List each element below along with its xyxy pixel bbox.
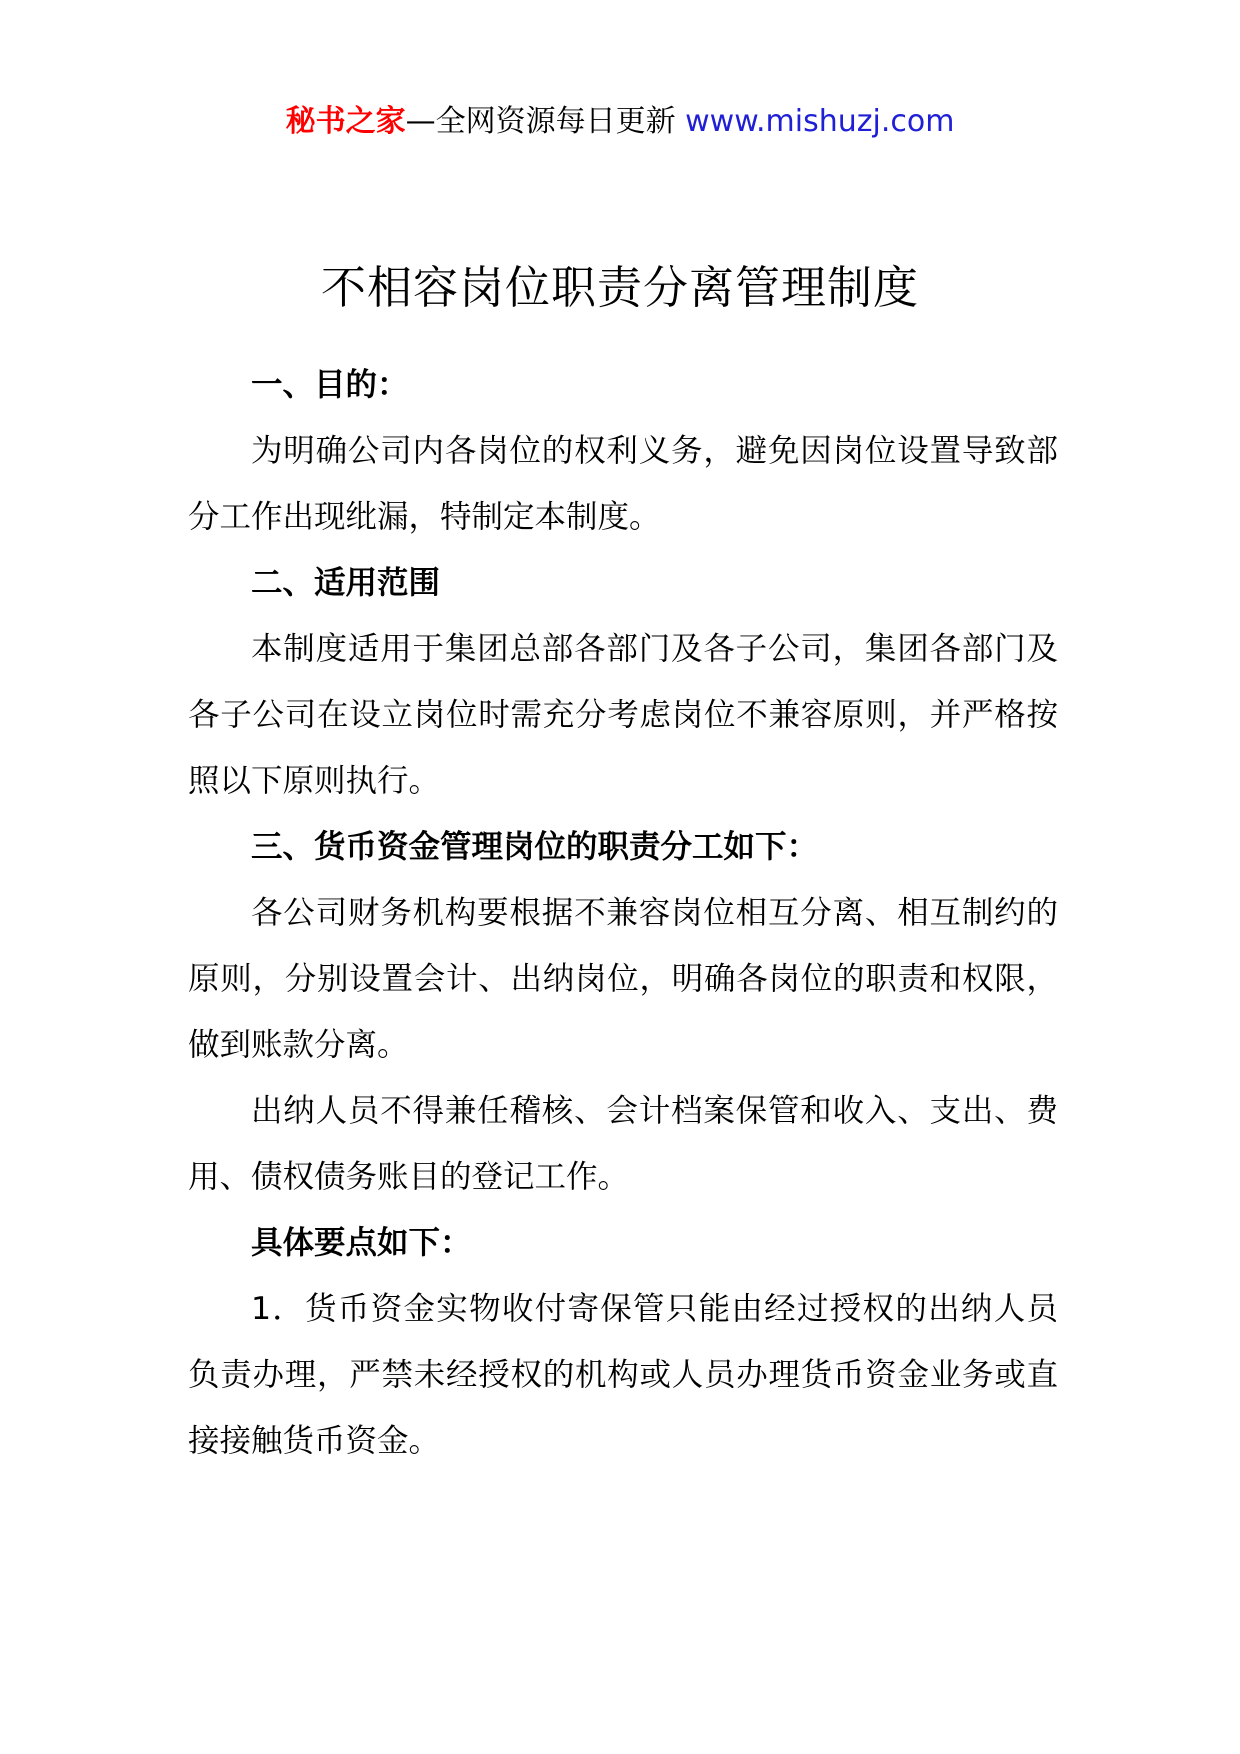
section-heading-purpose: 一、目的： <box>251 367 409 403</box>
section-heading-scope: 二、适用范围 <box>251 565 441 601</box>
document-title: 不相容岗位职责分离管理制度 <box>320 261 919 314</box>
cash-paragraph-separation: 各公司财务机构要根据不兼容岗位相互分离、相互制约的原则，分别设置会计、出纳岗位，明确各岗位的职责和权限，做到账款分离。 <box>188 895 1058 1063</box>
key-point-item-1: 1．货币资金实物收付寄保管只能由经过授权的出纳人员负责办理，严禁未经授权的机构或人员办理货币资金业务或直接接触货币资金。 <box>188 1291 1058 1459</box>
section-heading-cash-management: 三、货币资金管理岗位的职责分工如下： <box>251 829 819 865</box>
site-url-link[interactable]: www.mishuzj.com <box>685 104 955 139</box>
scope-paragraph: 本制度适用于集团总部各部门及各子公司，集团各部门及各子公司在设立岗位时需充分考虑岗位不兼容原则，并严格按照以下原则执行。 <box>188 631 1058 799</box>
document-body <box>188 352 1058 1474</box>
purpose-paragraph: 为明确公司内各岗位的权利义务，避免因岗位设置导致部分工作出现纰漏，特制定本制度。 <box>188 433 1058 535</box>
brand-name: 秘书之家 <box>285 104 406 139</box>
section-heading-key-points: 具体要点如下： <box>251 1225 472 1261</box>
site-slogan: —全网资源每日更新 <box>405 104 676 139</box>
cash-paragraph-cashier: 出纳人员不得兼任稽核、会计档案保管和收入、支出、费用、债权债务账目的登记工作。 <box>188 1093 1058 1195</box>
site-header <box>0 100 1240 144</box>
